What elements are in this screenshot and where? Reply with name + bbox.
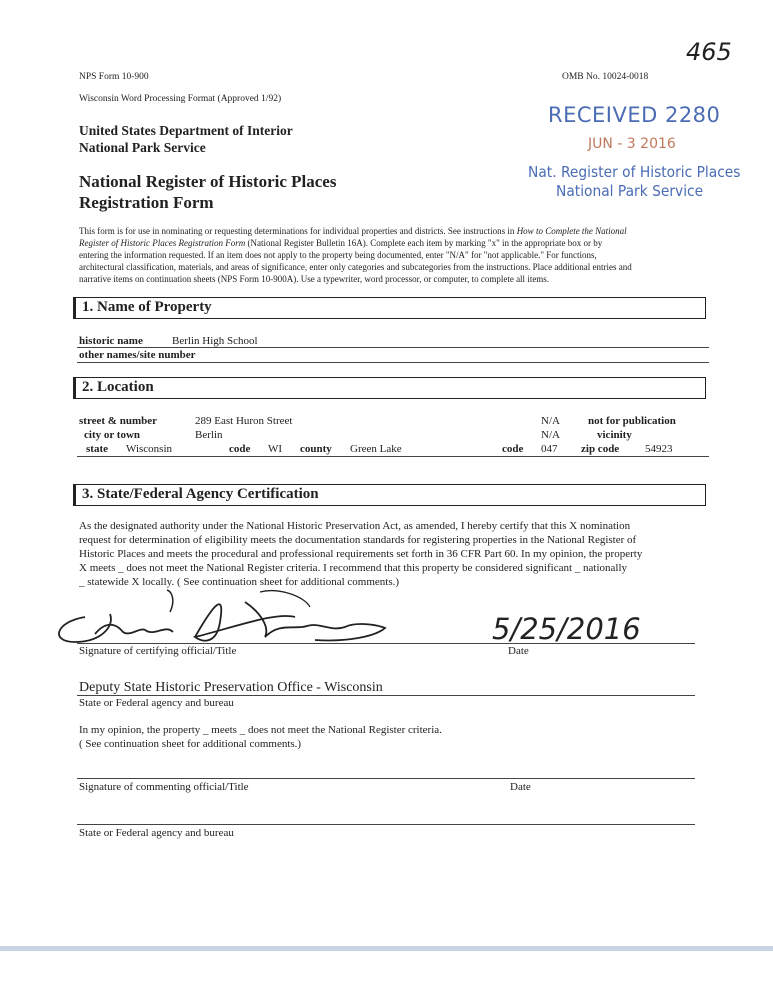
instructions-text: This form is for use in nominating or requesting determinations for individual properties and districts. See instructions in (79, 226, 517, 236)
signature-label: Signature of certifying official/Title (79, 645, 237, 657)
certification-text: Historic Places and meets the procedural and professional requirements set forth in 36 CFR Part 60. In my opinion, the property (79, 548, 643, 560)
county-value: Green Lake (350, 443, 402, 455)
signature-line (77, 643, 695, 644)
city-value: Berlin (195, 429, 223, 441)
comment-date-label: Date (510, 781, 531, 793)
section1-heading: 1. Name of Property (82, 299, 212, 315)
street-value: 289 East Huron Street (195, 415, 293, 427)
instructions-text: architectural classification, materials, and areas of significance, enter only categories and subcategories from the instructions. Place additional entries and (79, 262, 632, 272)
department-line1: United States Department of Interior (79, 123, 293, 138)
comment-signature-label: Signature of commenting official/Title (79, 781, 249, 793)
agency-label-2: State or Federal agency and bureau (79, 827, 234, 839)
stamp-line1: Nat. Register of Historic Places (528, 163, 741, 181)
form-title-line2: Registration Form (79, 193, 214, 212)
certification-text: As the designated authority under the National Historic Preservation Act, as amended, I hereby certify that this X nomination (79, 520, 631, 532)
comment-signature-line (77, 778, 695, 779)
county-label: county (300, 443, 332, 455)
field-line (77, 456, 709, 457)
instructions-ref: Register of Historic Places Registration Form (79, 238, 246, 248)
department-line2: National Park Service (79, 140, 206, 155)
field-line (77, 347, 709, 348)
certification-text: request for determination of eligibility meets the documentation standards for registering properties in the National Register of (79, 534, 637, 546)
certification-text: X meets _ does not meet the National Register criteria. I recommend that this property be considered significant _ nationally (79, 562, 628, 574)
handwritten-date: 5/25/2016 (492, 612, 641, 646)
section2-header (73, 377, 706, 399)
opinion-text: ( See continuation sheet for additional comments.) (79, 738, 302, 750)
section3-header (73, 484, 706, 506)
section1-header (73, 297, 706, 319)
agency-value: Deputy State Historic Preservation Office - Wisconsin (79, 680, 383, 695)
agency-line-2 (77, 824, 695, 825)
county-code-label: code (502, 443, 524, 455)
instructions-text: entering the information requested. If an item does not apply to the property being documented, enter "N/A" for "not applicable." For functions, (79, 250, 597, 260)
form-number: NPS Form 10-900 (79, 72, 149, 82)
county-code-value: 047 (541, 443, 558, 455)
section3-heading: 3. State/Federal Agency Certification (82, 486, 319, 502)
state-value: Wisconsin (126, 443, 172, 455)
instructions-ref: How to Complete the National (516, 226, 627, 236)
date-label: Date (508, 645, 529, 657)
stamp-line2: National Park Service (556, 182, 704, 200)
state-code-value: WI (268, 443, 283, 455)
opinion-text: In my opinion, the property _ meets _ does not meet the National Register criteria. (79, 724, 442, 736)
historic-name-label: historic name (79, 335, 143, 347)
historic-name-value: Berlin High School (172, 335, 258, 347)
instructions-text: (National Register Bulletin 16A). Complete each item by marking "x" in the appropriate box or by (245, 238, 603, 248)
handwritten-number: 465 (686, 38, 732, 66)
scan-edge (0, 946, 773, 951)
certification-text: _ statewide X locally. ( See continuation sheet for additional comments.) (79, 576, 400, 588)
zip-value: 54923 (645, 443, 673, 455)
other-names-label: other names/site number (79, 349, 196, 361)
section2-heading: 2. Location (82, 379, 154, 395)
omb-number: OMB No. 10024-0018 (562, 72, 649, 82)
state-code-label: code (229, 443, 251, 455)
form-title-line1: National Register of Historic Places (79, 172, 337, 191)
stamp-date: JUN - 3 2016 (588, 136, 676, 152)
agency-line (77, 695, 695, 696)
street-label: street & number (79, 415, 157, 427)
zip-label: zip code (581, 443, 620, 455)
agency-label: State or Federal agency and bureau (79, 697, 234, 709)
na-value: N/A (541, 415, 560, 427)
na-value: N/A (541, 429, 560, 441)
city-label: city or town (84, 429, 141, 441)
not-for-publication-label: not for publication (588, 415, 676, 427)
vicinity-label: vicinity (597, 429, 632, 441)
format-note: Wisconsin Word Processing Format (Approved 1/92) (79, 94, 282, 104)
state-label: state (86, 443, 108, 455)
stamp-received: RECEIVED 2280 (548, 103, 721, 127)
field-line (77, 362, 709, 363)
instructions-text: narrative items on continuation sheets (NPS Form 10-900A). Use a typewriter, word processor, or computer, to complete all items. (79, 274, 550, 284)
